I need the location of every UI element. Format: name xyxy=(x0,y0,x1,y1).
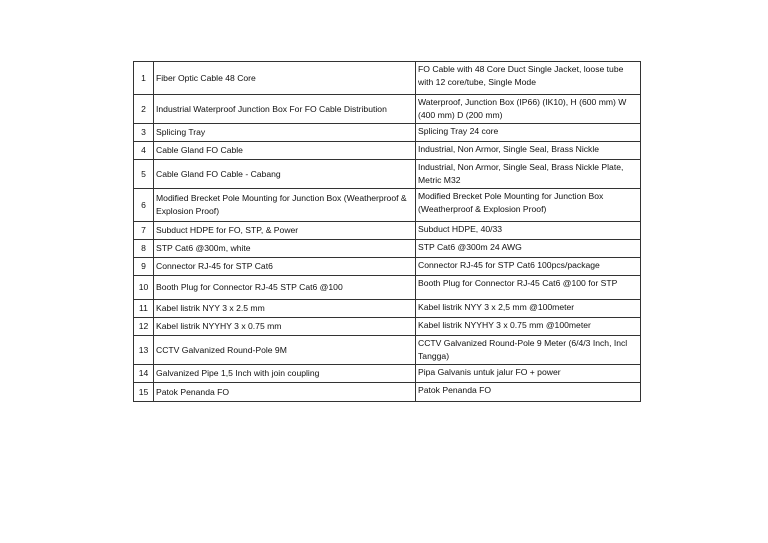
specification-cell: Splicing Tray 24 core xyxy=(416,124,641,142)
item-name-cell: Cable Gland FO Cable xyxy=(154,142,416,160)
row-number-cell: 11 xyxy=(134,300,154,318)
specification-cell: Kabel listrik NYYHY 3 x 0.75 mm @100meter xyxy=(416,318,641,336)
item-name-cell: Cable Gland FO Cable - Cabang xyxy=(154,160,416,189)
row-number-cell: 12 xyxy=(134,318,154,336)
table-row xyxy=(134,142,641,160)
table-row xyxy=(134,95,641,124)
item-name-cell: Connector RJ-45 for STP Cat6 xyxy=(154,258,416,276)
row-number-cell: 5 xyxy=(134,160,154,189)
item-name-cell: Patok Penanda FO xyxy=(154,383,416,402)
spec-table-body xyxy=(134,62,641,402)
specification-cell: Industrial, Non Armor, Single Seal, Brass Nickle Plate, Metric M32 xyxy=(416,160,641,189)
table-row xyxy=(134,365,641,383)
item-name-cell: Fiber Optic Cable 48 Core xyxy=(154,62,416,95)
item-name-cell: Industrial Waterproof Junction Box For FO Cable Distribution xyxy=(154,95,416,124)
row-number-cell: 1 xyxy=(134,62,154,95)
row-number-cell: 7 xyxy=(134,222,154,240)
specification-cell: Pipa Galvanis untuk jalur FO + power xyxy=(416,365,641,383)
specification-cell: Patok Penanda FO xyxy=(416,383,641,402)
item-name-cell: Subduct HDPE for FO, STP, & Power xyxy=(154,222,416,240)
row-number-cell: 10 xyxy=(134,276,154,300)
table-row xyxy=(134,240,641,258)
table-row xyxy=(134,222,641,240)
table-row xyxy=(134,160,641,189)
item-name-cell: CCTV Galvanized Round-Pole 9M xyxy=(154,336,416,365)
row-number-cell: 3 xyxy=(134,124,154,142)
specification-cell: Kabel listrik NYY 3 x 2,5 mm @100meter xyxy=(416,300,641,318)
table-row xyxy=(134,258,641,276)
table-row xyxy=(134,124,641,142)
item-name-cell: Kabel listrik NYY 3 x 2.5 mm xyxy=(154,300,416,318)
row-number-cell: 14 xyxy=(134,365,154,383)
item-name-cell: STP Cat6 @300m, white xyxy=(154,240,416,258)
item-name-cell: Modified Brecket Pole Mounting for Junction Box (Weatherproof & Explosion Proof) xyxy=(154,189,416,222)
item-name-cell: Splicing Tray xyxy=(154,124,416,142)
item-name-cell: Kabel listrik NYYHY 3 x 0.75 mm xyxy=(154,318,416,336)
table-row xyxy=(134,383,641,402)
row-number-cell: 9 xyxy=(134,258,154,276)
specification-cell: Industrial, Non Armor, Single Seal, Brass Nickle xyxy=(416,142,641,160)
table-row xyxy=(134,336,641,365)
specification-cell: Waterproof, Junction Box (IP66) (IK10), H (600 mm) W (400 mm) D (200 mm) xyxy=(416,95,641,124)
specification-cell: Modified Brecket Pole Mounting for Junction Box (Weatherproof & Explosion Proof) xyxy=(416,189,641,222)
row-number-cell: 6 xyxy=(134,189,154,222)
table-row xyxy=(134,62,641,95)
specification-cell: Booth Plug for Connector RJ-45 Cat6 @100 for STP xyxy=(416,276,641,300)
row-number-cell: 8 xyxy=(134,240,154,258)
row-number-cell: 4 xyxy=(134,142,154,160)
table-row xyxy=(134,276,641,300)
specification-cell: CCTV Galvanized Round-Pole 9 Meter (6/4/3 Inch, Incl Tangga) xyxy=(416,336,641,365)
specification-cell: STP Cat6 @300m 24 AWG xyxy=(416,240,641,258)
specification-cell: FO Cable with 48 Core Duct Single Jacket, loose tube with 12 core/tube, Single Mode xyxy=(416,62,641,95)
table-row xyxy=(134,300,641,318)
row-number-cell: 15 xyxy=(134,383,154,402)
row-number-cell: 2 xyxy=(134,95,154,124)
spec-table xyxy=(133,61,641,402)
item-name-cell: Galvanized Pipe 1,5 Inch with join coupling xyxy=(154,365,416,383)
specification-cell: Subduct HDPE, 40/33 xyxy=(416,222,641,240)
item-name-cell: Booth Plug for Connector RJ-45 STP Cat6 @100 xyxy=(154,276,416,300)
table-row xyxy=(134,189,641,222)
specification-cell: Connector RJ-45 for STP Cat6 100pcs/package xyxy=(416,258,641,276)
table-row xyxy=(134,318,641,336)
row-number-cell: 13 xyxy=(134,336,154,365)
